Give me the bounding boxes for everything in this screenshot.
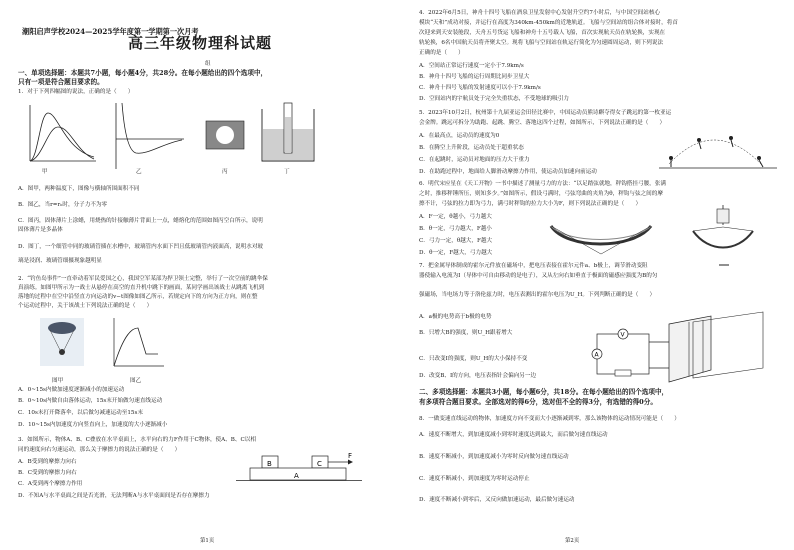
q1-fig-bing [206, 121, 244, 149]
q6-line-2: 之时，推移秤锤所压，则知多少。”如图所示，假设弓满时，弓弦弯曲的夹角为θ，秤钩与弦之间的摩 [419, 191, 663, 197]
fig-label-ding: 丁 [284, 169, 290, 175]
fig-label-tu-jia: 图甲 [52, 378, 64, 384]
q2-line-2: 真演练。如图甲所示为一战士从悬停在高空的直升机中跳下的画面，某同学画出该战士从跳离飞机到 [18, 285, 265, 291]
q1-fig-yi [116, 103, 184, 169]
q4-line-2: 模块“天和”成功对接，并运行在高度为340km-450km的近地轨道。飞船与空间站的组合体对接时，将首 [419, 20, 678, 26]
q4-option-d: D．空间站内的宇航员处于完全失重状态，不受地球的吸引力 [419, 96, 569, 102]
q1-option-d-2: 璃是浸润、玻璃管细摄现象越明显 [18, 258, 102, 264]
section-1-line-1: 一、单项选择题：本题共7小题，每小题4分，共28分。在每小题给出的四个选项中， [18, 69, 268, 77]
q8-option-c: C．速度不断减小，到加速度为零时运动停止 [419, 476, 530, 482]
q4-line-4: 轨轮换，6名中国航天员将齐聚太空。现将飞船与空间站在轨运行简化为匀速圆周运动，则下列说法 [419, 40, 664, 46]
parachutist-photo [40, 318, 84, 366]
q6-option-a: A．F一定，θ越小，弓力越大 [419, 214, 492, 220]
q2-line-1: 2．“钓鱼岛事件”一直牵动着军民爱国之心，我国空军某部为捍卫领土完整，举行了一次空前的跳伞保 [18, 276, 268, 282]
svg-text:V: V [620, 331, 625, 339]
q1-option-b: B．图乙，当r=r₀时，分子力不为零 [18, 202, 108, 208]
section-1-line-2: 只有一项是符合题目要求的。 [18, 78, 104, 86]
q5-line-2: 会金牌。跳远可拆分为助跑、起跳、腾空、落地这四个过程，如图所示，下列说法正确的是（ ） [419, 120, 666, 126]
q7-line-2: 器使输入电流为I（导体中可自由移动的是电子），又从左向右如垂直于极面的磁感应强度为B的匀 [419, 273, 658, 279]
fig-label-tu-yi: 图乙 [130, 378, 142, 384]
q7-line-3: 强磁场，当电场力等于洛伦兹力时，电压表测出的霍尔电压为U_H。下列判断正确的是（ ） [419, 292, 656, 298]
q1-fig-jia [30, 105, 96, 161]
q4-line-1: 4．2022年6月5日，神舟十四号飞船在酒泉卫星发射中心发射升空约7小时后，与中国空间站核心 [419, 10, 661, 16]
q8-option-b: B．速度不断减小，到加速度减小为零时反向做匀速直线运动 [419, 454, 569, 460]
q5-line-1: 5．2023年10月2日，杭州第十九届亚运会田径比赛中，中国运动员熊诗麒夺得女子跳远的第一枚亚运 [419, 110, 672, 116]
q3-option-a: A．B受到的摩擦力向右 [18, 459, 77, 465]
q6-line-1: 6．明代宋应星在《天工开物》一书中描述了测量弓力的方法：“以足踏弦就地，秤钩搭挂弓腰，张满 [419, 181, 666, 187]
q7-option-a: A．a极的电势高于b极的电势 [419, 314, 492, 320]
fig-label-jia: 甲 [42, 169, 48, 175]
q1-option-a: A．图甲，两种温度下，图像与横轴所围面积不同 [18, 186, 140, 192]
q6-option-b: B．θ一定，弓力越大，F越小 [419, 226, 492, 232]
q3-blocks-figure [236, 452, 366, 488]
block-b-label: B [267, 460, 272, 468]
q5-option-c: C．在起跳时，运动员对地面的压力大于重力 [419, 157, 530, 163]
fig-label-yi: 乙 [136, 169, 142, 175]
q1-option-c-2: 固体薄片是多晶体 [18, 227, 63, 233]
q2-figures [40, 316, 180, 376]
q2-line-3: 落地的过程中在空中沿竖直方向运动的v−t图像如图乙所示，若规定向下的方向为正方向，则在整 [18, 294, 258, 300]
q4-option-b: B．神舟十四号飞船的运行周期比同步卫星大 [419, 74, 530, 80]
q3-option-c: C．A受到两个摩擦力作用 [18, 481, 83, 487]
fig-label-bing: 丙 [222, 169, 228, 175]
q1-option-d-1: D．图丁，一个细管中同的玻璃管插在水槽中，玻璃管内水面下凹且低玻璃管内液面高，说明水对玻 [18, 244, 264, 250]
q8-stem: 8．一做变速直线运动的物体，加速度方向不变而大小逐渐减到零，那么该物体的运动情况可能是（ ） [419, 416, 680, 422]
vt-graph [114, 318, 164, 366]
exam-header: 潮阳启声学校2024—2025学年度第一学期第一次月考 [22, 27, 199, 36]
q8-option-a: A．速度不断增大，到加速度减小到零时速度达到最大，而后做匀速直线运动 [419, 432, 608, 438]
q7-option-d: D．改变B、I的方向，电压表指针会偏向另一边 [419, 373, 537, 379]
hook-scale-figure [689, 205, 759, 270]
q1-figures [24, 99, 384, 175]
q3-option-d: D．不知A与水平桌面之间是否光滑，无法判断A与水平桌面间是否存在摩擦力 [18, 493, 210, 499]
section-2-line-1: 二、多项选择题：本题共3小题，每小题6分，共18分。在每小题给出的四个选项中， [419, 388, 669, 396]
q7-line-1: 7．把金属导体制成的霍尔元件放在磁场中，把电压表接在霍尔元件a、b极上，调节滑动变阻 [419, 263, 648, 269]
q5-option-a: A．在最高点，运动员的速度为0 [419, 133, 500, 139]
block-a-label: A [294, 472, 299, 480]
q4-option-a: A．空间站正常运行速度一定小于7.9km/s [419, 63, 524, 69]
q5-option-b: B．在腾空上升阶段，运动员处于超重状态 [419, 145, 524, 151]
q7-option-c: C．只改变I的强度，则U_H的大小保持不变 [419, 356, 528, 362]
block-c-label: C [317, 460, 322, 468]
q8-option-d: D．速度不断减小到零后，又反向做加速运动，最后做匀速运动 [419, 497, 575, 503]
page-1-footer: 第1页 [200, 538, 215, 544]
q3-line-1: 3．如图所示，物体A、B、C叠放在水平桌面上，水平向右的力F作用于C物体，使A、B、C以相 [18, 437, 256, 443]
q4-option-c: C．神舟十四号飞船的发射速度可以小于7.9km/s [419, 85, 541, 91]
hall-effect-figure [593, 312, 773, 390]
q4-line-3: 次迎来到天安装舱段，天舟五号货运飞船和神舟十五号载人飞船，首次实现航天员在轨轮换，实现在 [419, 30, 666, 36]
long-jump-figure [659, 130, 779, 174]
q6-option-d: D．θ一定，F越大，弓力越大 [419, 250, 493, 256]
force-f-label: F [348, 452, 353, 460]
q2-option-a: A．0~15s内做加速度逐渐减小的加速运动 [18, 387, 125, 393]
q4-line-5: 正确的是（ ） [419, 50, 464, 56]
page-2 [397, 0, 794, 550]
exam-title: 高三年级物理科试题 [128, 34, 273, 52]
q3-option-b: B．C受到的摩擦力向右 [18, 470, 77, 476]
q1-stem: 1．对于下列四幅图的说法，正确的是（ ） [18, 89, 134, 95]
q2-option-b: B．0~10s内做自由落体运动，15s末开始做匀速直线运动 [18, 398, 163, 404]
q2-line-4: 个运动过程中，关于该战士下列说法正确的是（ ） [18, 303, 153, 309]
svg-text:A: A [594, 351, 599, 359]
q1-option-c-1: C．图丙，固体薄片上涂蜡，用烧热的针接触薄片背面上一点，蜡熔化的范围如图丙空白所示，说明 [18, 218, 263, 224]
q6-line-3: 擦不计，弓弦的拉力即为弓力，满弓时秤钩的拉力大小为F，则下列说法正确的是（ ） [419, 201, 642, 207]
exam-subtitle: 组 [205, 61, 211, 67]
q6-option-c: C．弓力一定，θ越大，F越大 [419, 238, 493, 244]
q2-option-d: D．10~15s内加速度方向竖直向上，加速度的大小逐渐减小 [18, 422, 168, 428]
q7-option-b: B．只增大B的强度，则U_H跟着增大 [419, 330, 513, 336]
page-2-footer: 第2页 [565, 538, 580, 544]
q3-line-2: 同的速度向右匀速运动，那么关于摩擦力的说法正确的是（ ） [18, 447, 181, 453]
section-2-line-2: 有多项符合题目要求。全部选对的得6分，选对但不全的得3分，有选错的得0分。 [419, 398, 657, 406]
q2-option-c: C．10s末打开降落伞，以后做匀减速运动至15s末 [18, 410, 143, 416]
bow-figure [547, 220, 657, 260]
q1-fig-ding [262, 103, 314, 161]
q5-option-d: D．在助跑过程中，地面给人脚滑动摩擦力作用，使运动员加速向前运动 [419, 169, 597, 175]
